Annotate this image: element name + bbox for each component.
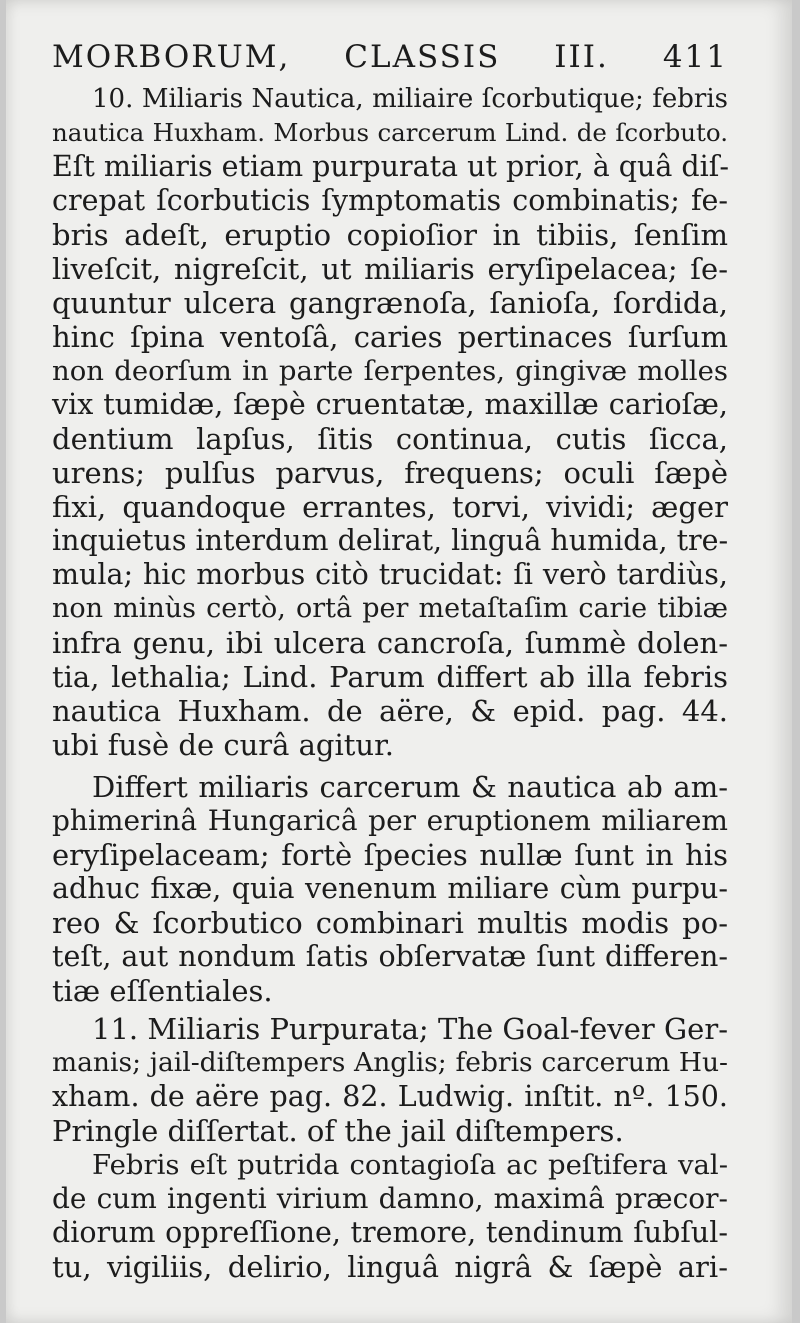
text-line: vix tumidæ, ſæpè cruentatæ, maxillæ carioſæ,	[52, 388, 728, 421]
text-line: liveſcit, nigreſcit, ut miliaris eryſipelacea; ſe-	[52, 252, 728, 286]
text-line: manis; jail-diſtempers Anglis; febris carcerum Hu-	[52, 1047, 728, 1078]
text-line: tia, lethalia; Lind. Parum differt ab illa febris	[52, 660, 728, 694]
running-header: MORBORUM, CLASSIS III. 411	[52, 39, 728, 75]
text-line: Eſt miliaris etiam purpurata ut prior, à quâ diſ-	[52, 150, 729, 183]
text-line: crepat ſcorbuticis ſymptomatis combinatis; fe-	[52, 184, 728, 217]
text-line: non deorſum in parte ſerpentes, gingivæ molles	[52, 355, 728, 387]
text-line: tiæ eſſentiales.	[52, 974, 273, 1008]
text-line: mula; hic morbus citò trucidat: ſi verò tardiùs,	[52, 558, 728, 591]
text-line: Febris eſt putrida contagioſa ac peſtifera val-	[92, 1149, 728, 1181]
text-line: nautica Huxham. de aëre, & epid. pag. 44.	[52, 694, 728, 728]
text-line: dentium lapſus, ſitis continua, cutis ſicca,	[52, 422, 728, 456]
text-line: adhuc fixæ, quia venenum miliare cùm purpu-	[52, 872, 728, 905]
text-line: inquietus interdum delirat, linguâ humida, tre-	[52, 524, 729, 557]
text-line: quuntur ulcera gangrænoſa, ſanioſa, ſordida,	[52, 286, 728, 320]
text-line: hinc ſpina ventoſâ, caries pertinaces ſurſum	[52, 320, 728, 354]
text-line: fixi, quandoque errantes, torvi, vividi; æger	[52, 490, 728, 524]
text-line: 11. Miliaris Purpurata; The Goal-fever Ger-	[92, 1012, 728, 1046]
text-line: 10. Miliaris Nautica, miliaire ſcorbutique; febris	[92, 84, 728, 114]
text-line: Differt miliaris carcerum & nautica ab am-	[92, 770, 728, 804]
text-line: Pringle diſſertat. of the jail diſtempers.	[52, 1114, 624, 1148]
text-line: bris adeſt, eruptio copioſior in tibiis, ſenſim	[52, 218, 728, 252]
text-line: diorum oppreſſione, tremore, tendinum ſubſul-	[52, 1216, 728, 1249]
text-line: tu, vigiliis, delirio, linguâ nigrâ & ſæpè ari-	[52, 1250, 728, 1284]
text-line: nautica Huxham. Morbus carcerum Lind. de ſcorbuto.	[52, 118, 728, 147]
text-line: eryſipelaceam; fortè ſpecies nullæ ſunt in his	[52, 838, 728, 872]
text-line: phimerinâ Hungaricâ per eruptionem miliarem	[52, 804, 728, 837]
text-line: urens; pulſus parvus, frequens; oculi ſæpè	[52, 456, 728, 490]
text-line: ubi fusè de curâ agitur.	[52, 728, 394, 762]
text-line: de cum ingenti virium damno, maximâ præcor-	[52, 1182, 728, 1215]
text-line: infra genu, ibi ulcera cancroſa, ſummè dolen-	[52, 626, 728, 660]
text-line: reo & ſcorbutico combinari multis modis po-	[52, 906, 728, 940]
text-line: teſt, aut nondum ſatis obſervatæ ſunt differen-	[52, 940, 728, 973]
text-line: xham. de aëre pag. 82. Ludwig. inſtit. nº. 150.	[52, 1080, 728, 1113]
book-page	[6, 0, 792, 1323]
text-line: non minùs certò, ortâ per metaſtaſim carie tibiæ	[52, 593, 728, 624]
